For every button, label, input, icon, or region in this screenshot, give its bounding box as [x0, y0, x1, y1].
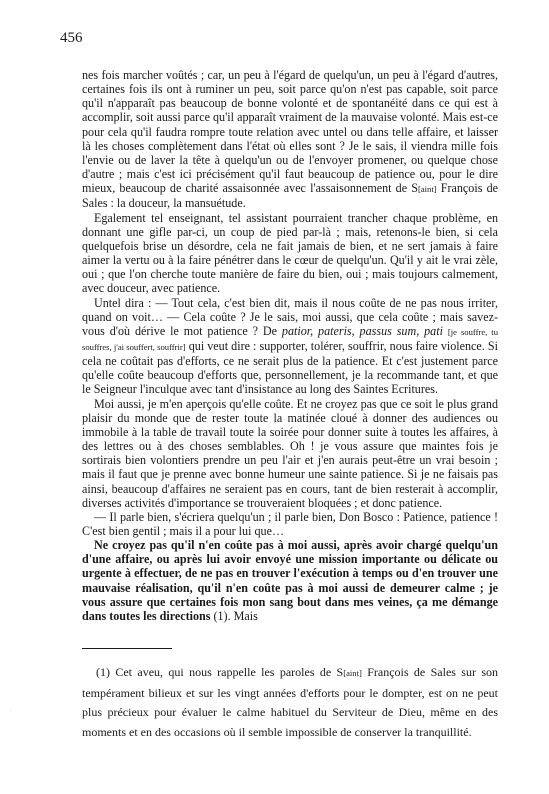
paragraph-1: [82, 68, 498, 211]
text-segment: François de Sales : la douceur, la mansuétude.: [82, 181, 498, 211]
paragraph-6: [82, 538, 498, 623]
paragraph-2: [82, 211, 498, 296]
bold-passage: Ne croyez pas qu'il n'en coûte pas à moi aussi, après avoir chargé quelqu'un d'une affaire, ou après lui avoir envoyé une mission importante ou délicate ou urgente à effectuer, de ne pas en trouver l'exécution à temps ou d'en trouver une mauvaise réalisation, qu'il n'en coûte pas à moi aussi de demeurer calme ; je vous assure que certaines fois mon sang bout dans mes veines, ça me démange dans toutes les directions: [82, 538, 498, 623]
footnote: [82, 663, 498, 742]
editorial-insert: [je souffre, tu souffres, j'ai souffert, souffrir]: [82, 326, 498, 352]
text-segment: Egalement tel enseignant, tel assistant pourraient trancher chaque problème, en donnant une gifle par-ci, un coup de pied par-là ; mais, retenons-le bien, si cela quelquefois brise un désordre, cela ne fait jamais de bien, et ne sert jamais à faire aimer la vertu ou à la faire pénétrer dans le cœur de quelqu'un. Qu'il y ait le vrai zèle, oui ; que l'on cherche toute manière de faire du bien, oui ; mais toujours calmement, avec douceur, avec patience.: [82, 210, 498, 296]
text-segment: (1) Cet aveu, qui nous rappelle les paroles de S: [96, 665, 344, 679]
text-segment: Moi aussi, je m'en aperçois qu'elle coûte. Et ne croyez pas que ce soit le plus grand plaisir du monde que de rester toute la matinée cloué à donner des audiences ou immobile à la table de travail toute la soirée pour donner suite à toutes les affaires, à des lettres ou à des choses semblables. Oh ! je vous assure que maintes fois je sortirais bien volontiers prendre un peu l'air et j'en aurais peut-être un vrai besoin ; mais il faut que je prenne avec bonne humeur une sainte patience. Si je ne faisais pas ainsi, beaucoup d'affaires ne seraient pas en cours, tant de bien resterait à accomplir, diverses activités d'importance se trouveraient bloquées ; et donc patience.: [82, 396, 498, 510]
paragraph-5: [82, 510, 498, 538]
text-segment: qui veut dire : supporter, tolérer, souffrir, nous faire violence. Si cela ne coûtait pas d'efforts, ce ne serait plus de la patience. Et c'est justement parce qu'elle coûte beaucoup d'efforts que, personnellement, je la recommande tant, et que le Seigneur l'inculque avec tant d'insistance au long des Saintes Ecritures.: [82, 338, 498, 397]
scan-mark: ·: [10, 708, 12, 714]
body-text: [82, 68, 498, 623]
text-segment: François de Sales sur son tempérament bilieux et sur les vingt années d'efforts pour le dompter, est on ne peut plus précieux pour évaluer le calme habituel du Serviteur de Dieu, même en des moments et en des occasions où il semble impossible de conserver la tranquillité.: [82, 665, 499, 739]
page-number: 456: [60, 30, 83, 46]
paragraph-3: [82, 296, 498, 397]
text-segment: Untel dira : — Tout cela, c'est bien dit, mais il nous coûte de ne pas nous irriter, quand on voit… — Cela coûte ? Je le sais, moi aussi, que cela coûte ; mais savez-vous d'où dérive le mot patience ? De: [82, 295, 498, 338]
footnote-separator: [82, 648, 172, 649]
text-segment: (1). Mais: [210, 608, 258, 623]
text-segment: — Il parle bien, s'écriera quelqu'un ; il parle bien, Don Bosco : Patience, patience ! C'est bien gentil ; mais il a pour lui que…: [82, 509, 498, 538]
latin-verb-forms: patior, pateris, passus sum, pati: [281, 323, 443, 338]
paragraph-4: [82, 397, 498, 510]
text-segment: [aint]: [343, 668, 362, 678]
text-segment: [aint]: [417, 184, 437, 195]
text-segment: nes fois marcher voûtés ; car, un peu à l'égard de quelqu'un, un peu à l'égard d'autres, certaines fois ils ont à ruminer un peu, soit parce qu'on n'est pas capable, soit parce qu'il n'apparaît pas beaucoup de bonne volonté et de spontanéité dans ce qui est à accomplir, soit aussi parce qu'il apparaît vraiment de la mauvaise volonté. Mais est-ce pour cela qu'il faudra rompre toute relation avec untel ou dans telle affaire, et laisser là les choses complètement dans l'état où elles sont ? Je le sais, il viendra mille fois l'envie ou de laver la tête à quelqu'un ou de l'envoyer promener, ou quelque chose d'autre ; mais c'est ici précisément qu'il faut beaucoup de patience ou, pour le dire mieux, beaucoup de charité assaisonnée avec l'assaisonnement de S: [82, 68, 498, 196]
